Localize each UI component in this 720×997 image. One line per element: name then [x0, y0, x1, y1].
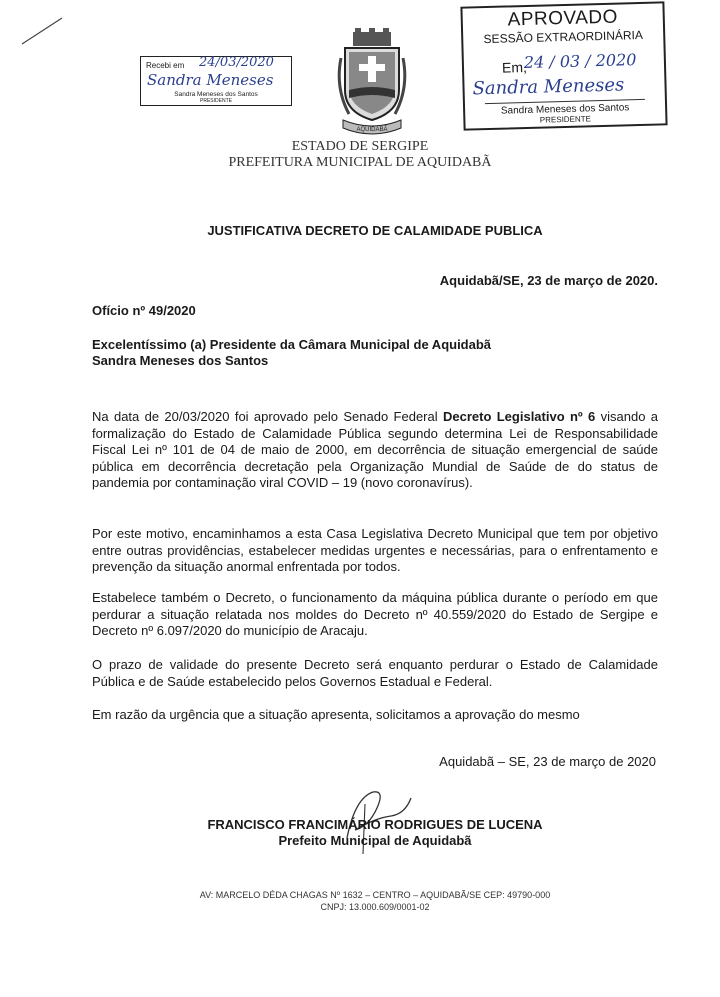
- header-municipality: PREFEITURA MUNICIPAL DE AQUIDABÃ: [228, 155, 492, 170]
- approved-title: APROVADO: [507, 6, 619, 31]
- approved-em-label: Em,: [501, 58, 528, 76]
- paragraph-5: Em razão da urgência que a situação apresenta, solicitamos a aprovação do mesmo: [92, 707, 580, 722]
- pen-mark-icon: [8, 8, 68, 48]
- approved-role: PRESIDENTE: [539, 114, 592, 125]
- decree-reference: Decreto Legislativo nº 6: [442, 409, 596, 424]
- approved-stamp: [460, 1, 667, 130]
- received-role: PRESIDENTE: [200, 98, 232, 104]
- footer-address: AV: MARCELO DÉDA CHAGAS Nº 1632 – CENTRO – AQUIDABÃ/SE CEP: 49790-000: [199, 890, 551, 900]
- paragraph-2: Por este motivo, encaminhamos a esta Casa Legislativa Decreto Municipal que tem por objetivo entre outras providências, estabelecer medidas urgentes e necessárias, para o enfrentamento e prevenção da situação anormal enfrentada por todos.: [92, 526, 658, 574]
- approved-date: 24 / 03 / 2020: [523, 50, 637, 73]
- municipal-coat-of-arms-icon: [335, 28, 409, 140]
- oficio-number: Ofício nº 49/2020: [92, 303, 196, 318]
- paragraph-1: [92, 409, 658, 492]
- crest-inscription: AQUIDABÃ: [356, 127, 388, 133]
- paragraph-3: Estabelece também o Decreto, o funcionamento da máquina pública durante o período em que perdurar a situação relatada nos moldes do Decreto nº 40.559/2020 do Estado de Sergipe e Decreto nº 6.097/2020 do município de Aracaju.: [92, 590, 658, 638]
- received-signature: Sandra Meneses: [147, 71, 274, 89]
- paragraph-1-text-a: Na data de 20/03/2020 foi aprovado pelo Senado Federal: [92, 409, 443, 424]
- approved-session: SESSÃO EXTRAORDINÁRIA: [483, 27, 644, 47]
- paragraph-4: O prazo de validade do presente Decreto será enquanto perdurar o Estado de Calamidade Pública e de Saúde estabelecido pelos Governos Estadual e Federal.: [92, 657, 658, 689]
- signer-name: FRANCISCO FRANCIMÁRIO RODRIGUES DE LUCENA: [207, 817, 543, 832]
- approved-name: Sandra Meneses dos Santos: [500, 102, 630, 117]
- footer-cnpj: CNPJ: 13.000.609/0001-02: [320, 902, 430, 912]
- recipient-line1: Excelentíssimo (a) Presidente da Câmara Municipal de Aquidabã: [92, 337, 492, 352]
- received-name: Sandra Meneses dos Santos: [174, 91, 258, 98]
- place-date: Aquidabã/SE, 23 de março de 2020.: [439, 273, 658, 288]
- closing-date: Aquidabã – SE, 23 de março de 2020: [439, 754, 656, 769]
- signer-role: Prefeito Municipal de Aquidabã: [278, 833, 472, 848]
- received-stamp: [140, 56, 292, 106]
- received-label: Recebi em: [146, 61, 185, 70]
- document-title: JUSTIFICATIVA DECRETO DE CALAMIDADE PUBLICA: [207, 223, 543, 238]
- recipient-line2: Sandra Meneses dos Santos: [92, 353, 269, 368]
- approved-signature: Sandra Meneses: [472, 74, 625, 100]
- header-state: ESTADO DE SERGIPE: [291, 139, 429, 154]
- received-date: 24/03/2020: [199, 55, 274, 70]
- paragraph-1-text-b: visando a formalização do Estado de Calamidade Pública segundo determina Lei de Responsabilidade Fiscal Lei nº 101 de 04 de maio de 2000, em decorrência de situação emergencial de saúde pública em decorrência decretação pela Organização Mundial de Saúde de do status de pandemia por contaminação viral COVID – 19 (novo coronavírus).: [92, 409, 658, 490]
